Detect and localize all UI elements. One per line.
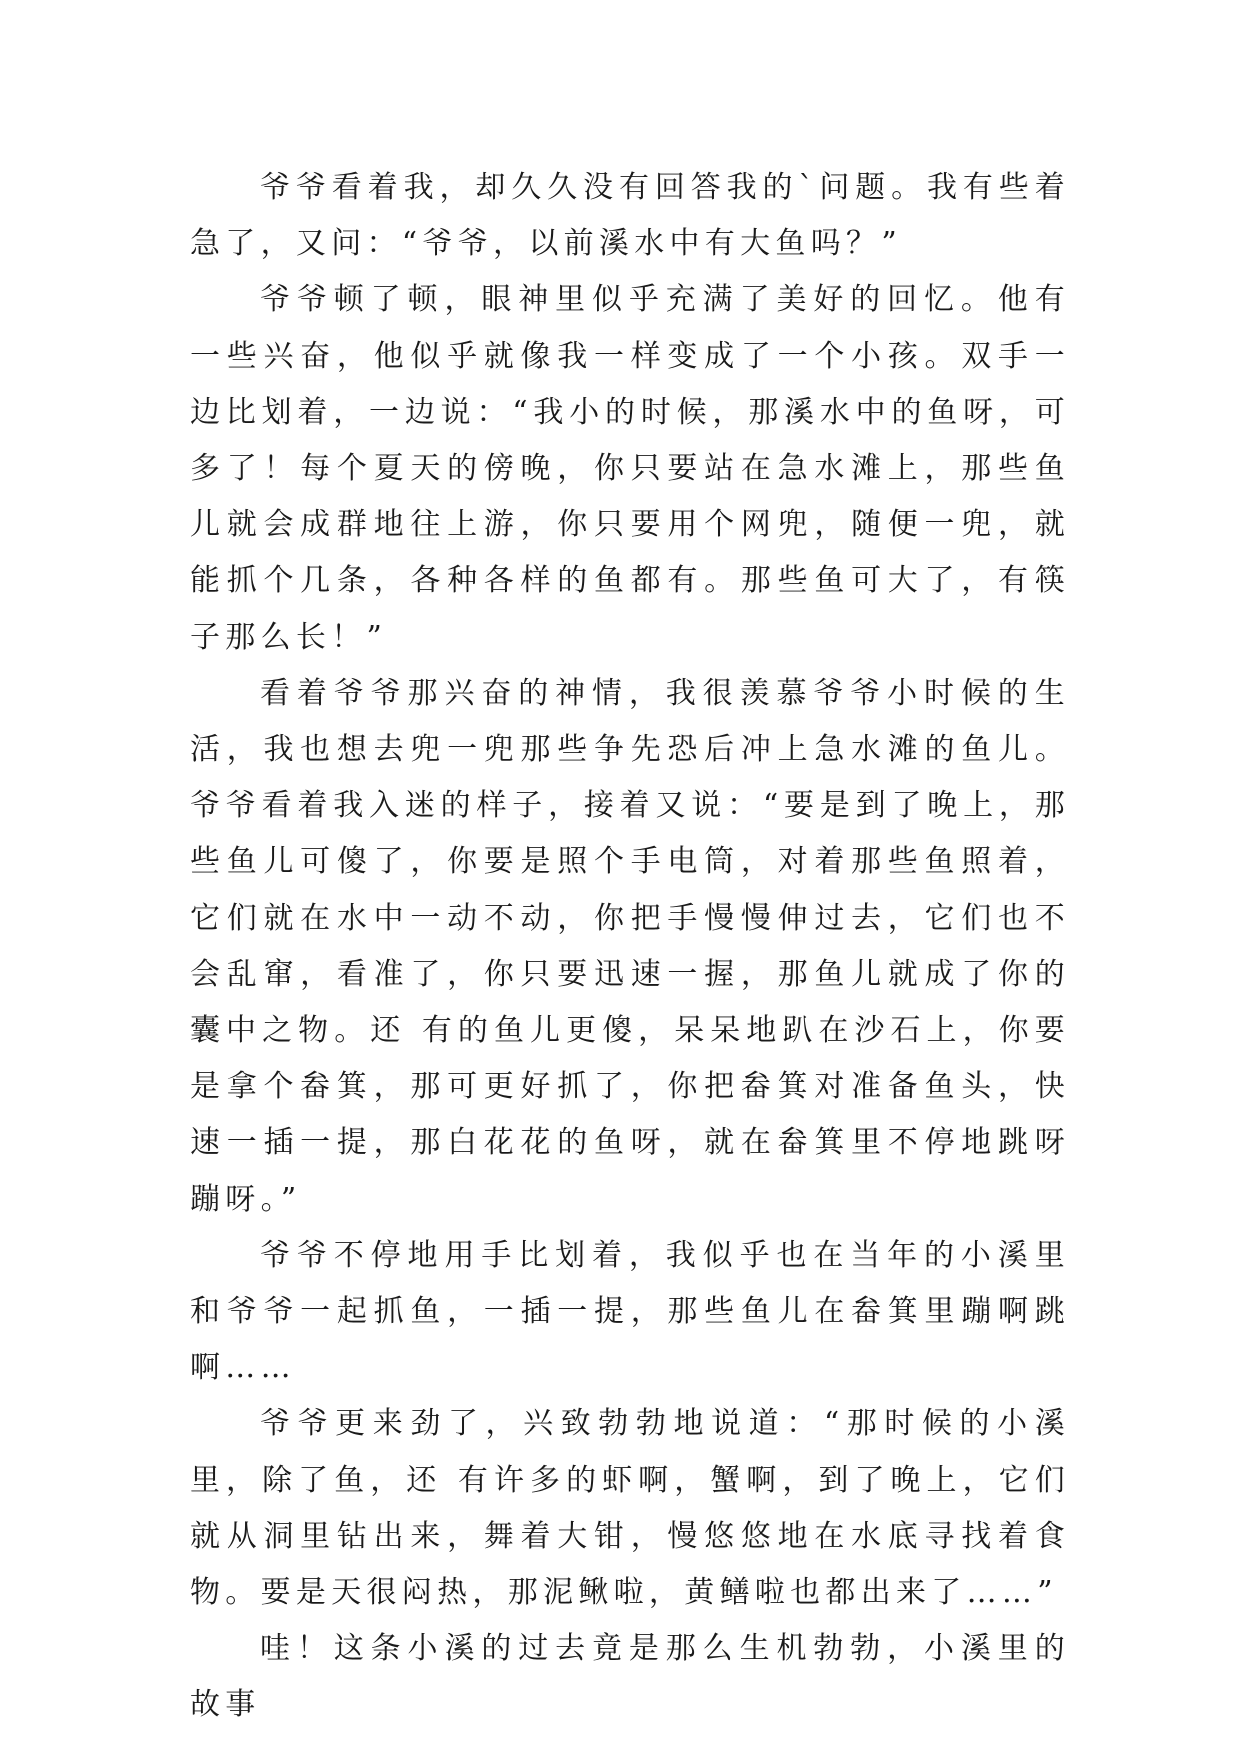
paragraph-2: 爷爷顿了顿，眼神里似乎充满了美好的回忆。他有一些兴奋，他似乎就像我一样变成了一个小孩。双手一边比划着，一边说：“我小的时候，那溪水中的鱼呀，可多了！每个夏天的傍晚，你只要站在急水滩上，那些鱼儿就会成群地往上游，你只要用个网兜，随便一兜，就能抓个几条，各种各样的鱼都有。那些鱼可大了，有筷子那么长！” — [190, 282, 1070, 655]
paragraph-4: 爷爷不停地用手比划着，我似乎也在当年的小溪里和爷爷一起抓鱼，一插一提，那些鱼儿在畚箕里蹦啊跳啊…… — [190, 1237, 1070, 1386]
paragraph-6: 哇！这条小溪的过去竟是那么生机勃勃，小溪里的故事 — [190, 1631, 1070, 1723]
paragraph-1: 爷爷看着我，却久久没有回答我的`问题。我有些着急了，又问：“爷爷，以前溪水中有大鱼吗？” — [190, 170, 1070, 262]
paragraph-5: 爷爷更来劲了，兴致勃勃地说道：“那时候的小溪里，除了鱼，还 有许多的虾啊，蟹啊，到了晚上，它们就从洞里钻出来，舞着大钳，慢悠悠地在水底寻找着食物。要是天很闷热，那泥鳅啦，黄鳝啦也都出来了……” — [190, 1406, 1070, 1611]
body-text — [190, 160, 1070, 1734]
paragraph-3: 看着爷爷那兴奋的神情，我很羡慕爷爷小时候的生活，我也想去兜一兜那些争先恐后冲上急水滩的鱼儿。爷爷看着我入迷的样子，接着又说：“要是到了晚上，那些鱼儿可傻了，你要是照个手电筒，对着那些鱼照着，它们就在水中一动不动，你把手慢慢伸过去，它们也不会乱窜，看准了，你只要迅速一握，那鱼儿就成了你的囊中之物。还 有的鱼儿更傻，呆呆地趴在沙石上，你要是拿个畚箕，那可更好抓了，你把畚箕对准备鱼头，快速一插一提，那白花花的鱼呀，就在畚箕里不停地跳呀蹦呀。” — [190, 675, 1070, 1217]
